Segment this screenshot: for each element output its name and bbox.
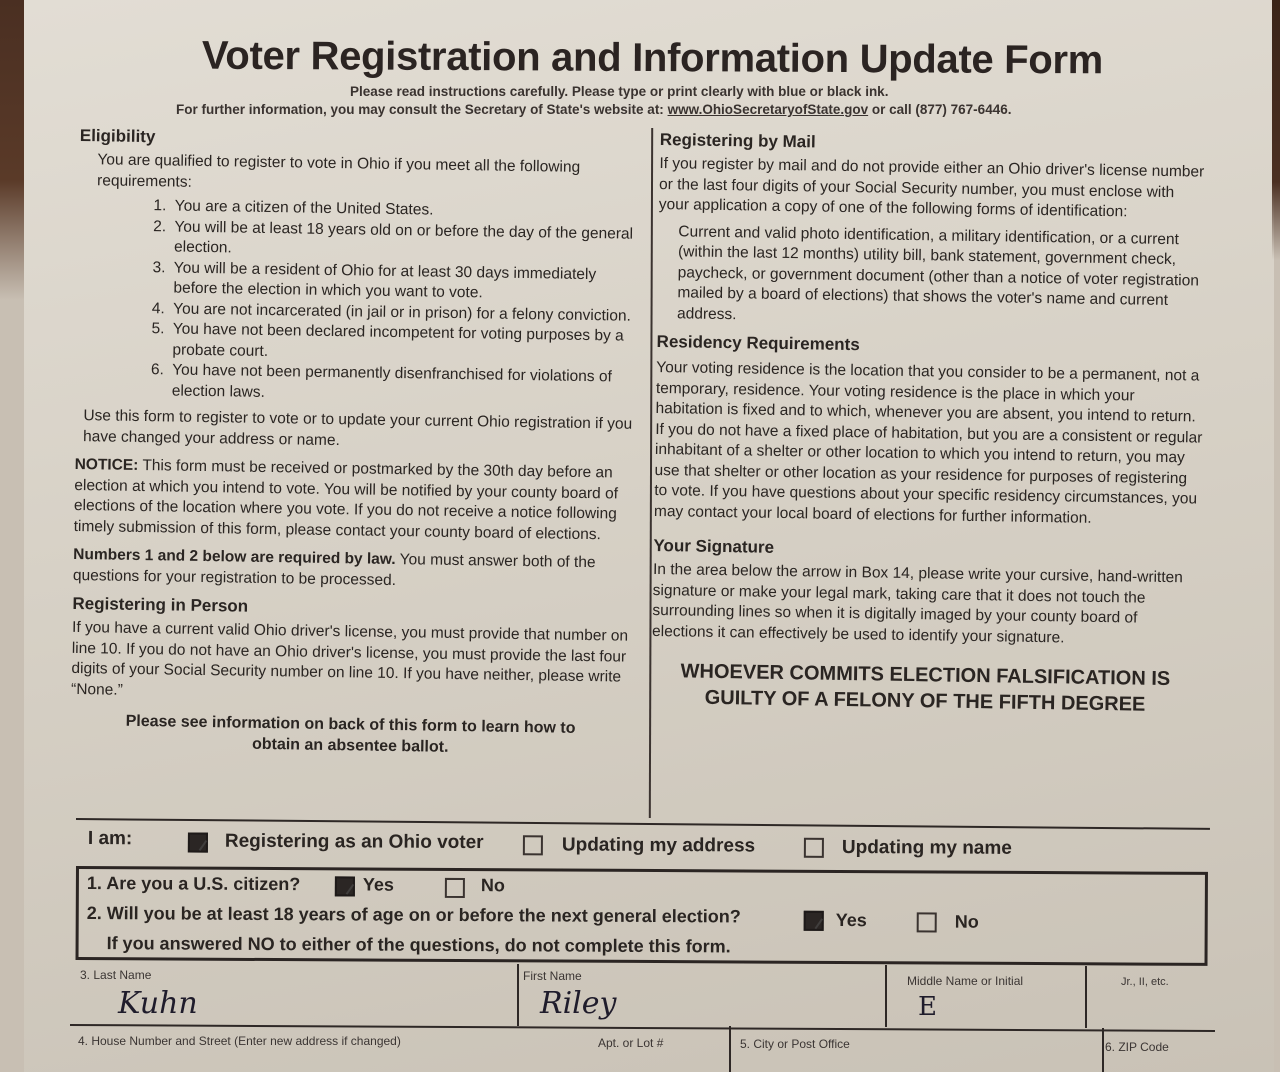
field-divider [885,965,887,1027]
notice-text: This form must be received or postmarked by the 30th day before an election at which you intend to vote. You will be notified by your county board of elections of the location where you vote. If you do not receive a notice following timely submission of this form, please contact your county board of elections. [73,456,619,543]
form-title: Voter Registration and Information Update Form [201,33,1104,83]
requirement-item: 2. You will be at least 18 years old on or before the day of the general election. [170,217,639,265]
warning-line-2: GUILTY OF A FELONY OF THE FIFTH DEGREE [704,686,1146,716]
q2-no-label: No [954,911,979,932]
registering-label: Registering as an Ohio voter [224,830,484,854]
in-person-heading: Registering in Person [72,593,249,616]
residency-heading: Residency Requirements [656,331,860,355]
requirements-list [146,196,639,409]
q2-yes-label: Yes [835,909,867,931]
requirement-item: 5. You have not been declared incompetent for voting purposes by a probate court. [168,319,637,367]
update-name-checkbox[interactable] [804,838,824,858]
by-mail-heading: Registering by Mail [659,129,816,152]
citizenship-age-box [76,866,1208,966]
requirement-item: 6. You have not been permanently disenfranchised for violations of election laws. [168,360,637,408]
q1-yes-checkbox[interactable] [335,876,355,896]
q-note: If you answered NO to either of the questions, do not complete this form. [106,933,731,957]
q1-yes-label: Yes [362,874,395,895]
right-column [651,128,1208,719]
required-paragraph [73,545,634,595]
q2-text: 2. Will you be at least 18 years of age on or before the next general election? [86,903,741,927]
update-address-checkbox[interactable] [523,835,543,855]
id-list-text: Current and valid photo identification, a military identification, or a current (within the last 12 months) utility bill, bank statement, government check, paycheck, or government document (other than a notice of voter registration mailed by a board of elections) that shows the voter's name and current address. [676,222,1200,323]
required-text: You must answer both of the questions for your registration to be processed. [72,551,596,589]
first-name-label: First Name [523,969,582,983]
last-name-label: 3. Last Name [80,968,152,982]
field-divider [1102,1028,1104,1072]
update-name-label: Updating my name [841,836,1012,859]
last-name-field[interactable]: Kuhn [118,986,198,1021]
residency-text: Your voting residence is the location that you consider to be a permanent, not a temporary, residence. Your voting residence is the place in which your habitation is fixed and to which, whenever you are absent, you intend to return. If you do not have a fixed place of habitation, but you are a consistent or regular inhabitant of a shelter or other location to which you intend to return, you may use that shelter or other location as your residence for purposes of registering to vote. If you have questions about your specific residency circumstances, you may contact your local board of elections for further information. [653,358,1203,527]
middle-name-label: Middle Name or Initial [907,974,1024,988]
q1-no-label: No [480,875,505,896]
instructions-prefix: For further information, you may consult the Secretary of State's website at: [176,102,668,117]
signature-text: In the area below the arrow in Box 14, please write your cursive, hand-written signature or make your legal mark, taking care that it does not touch the surrounding lines so when it is digitally imaged by your county board of elections it can effectively be used to identify your signature. [651,560,1183,646]
left-column [70,124,640,761]
by-mail-text: If you register by mail and do not provide either an Ohio driver's license number or the last four digits of your Social Security number, you must enclose with your application a copy of one of the following forms of identification: [658,154,1205,221]
field-divider [1085,966,1087,1028]
warning-line-1: WHOEVER COMMITS ELECTION FALSIFICATION IS [680,660,1171,691]
absentee-note: Please see information on back of this form to learn how to obtain an absentee ballot. [125,712,576,756]
first-name-field[interactable]: Riley [540,986,617,1021]
instructions-suffix: or call (877) 767-6446. [868,102,1012,117]
required-label: Numbers 1 and 2 below are required by law. [73,545,396,569]
sos-website-link[interactable]: www.OhioSecretaryofState.gov [667,102,869,117]
q1-text: 1. Are you a U.S. citizen? [86,873,301,895]
registering-checkbox[interactable] [188,833,208,853]
q1-no-checkbox[interactable] [445,878,465,898]
apt-label: Apt. or Lot # [598,1036,664,1050]
table-edge-right [1272,0,1280,260]
eligibility-heading: Eligibility [79,125,156,147]
instructions-line-1: Please read instructions carefully. Please type or print clearly with blue or black ink. [350,84,889,99]
i-am-label: I am: [87,828,133,850]
field-divider [517,964,519,1026]
requirement-item: 4. You are not incarcerated (in jail or in prison) for a felony conviction. [169,299,637,327]
use-form-text: Use this form to register to vote or to update your current Ohio registration if you have changed your address or name. [82,407,633,449]
middle-name-field[interactable]: E [918,992,937,1022]
eligibility-intro: You are qualified to register to vote in Ohio if you meet all the following requirements: [96,151,581,191]
notice-paragraph [74,455,635,546]
q2-no-checkbox[interactable] [917,912,937,932]
suffix-label: Jr., II, etc. [1121,976,1169,988]
requirement-item: 3. You will be a resident of Ohio for at least 30 days immediately before the election in which you want to vote. [169,258,638,306]
city-label: 5. City or Post Office [740,1037,850,1051]
signature-heading: Your Signature [653,535,775,557]
q2-yes-checkbox[interactable] [804,911,824,931]
table-edge-left [0,0,26,300]
zip-label: 6. ZIP Code [1105,1040,1169,1054]
update-address-label: Updating my address [561,834,756,857]
falsification-warning [651,658,1200,719]
requirement-item: 1. You are a citizen of the United States. [171,196,639,224]
in-person-text: If you have a current valid Ohio driver's license, you must provide that number on line 10. If you do not have an Ohio driver's license, you must provide the last four digits of your Social Security number on line 10. If you have neither, please write “None.” [70,618,629,699]
instructions-line-2 [176,102,1011,117]
street-label: 4. House Number and Street (Enter new address if changed) [78,1034,401,1048]
notice-label: NOTICE: [74,455,139,474]
field-divider [729,1026,731,1072]
